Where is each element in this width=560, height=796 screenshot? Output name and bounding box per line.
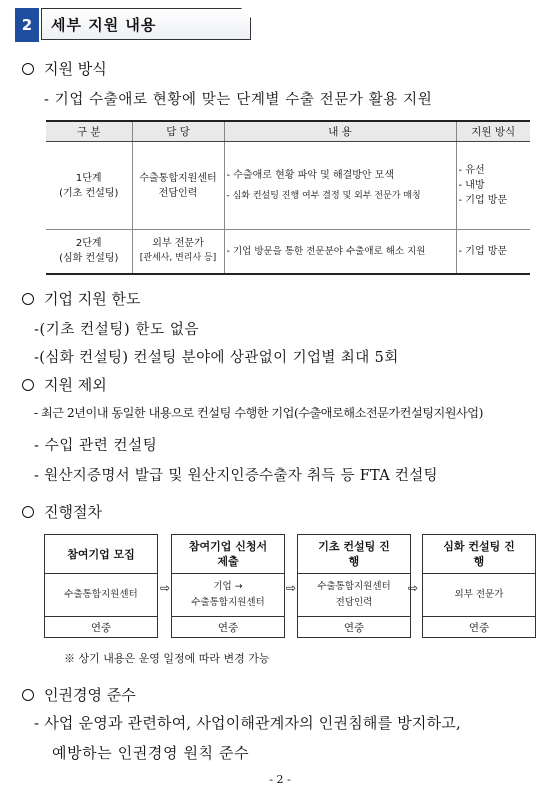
limit-heading: 기업 지원 한도	[22, 288, 140, 309]
human-rights-desc: 예방하는 인권경영 원칙 준수	[52, 744, 250, 762]
exclusion-item: - 원산지증명서 발급 및 원산지인증수출자 취득 등 FTA 컨설팅	[34, 468, 438, 484]
charge-cell	[132, 142, 224, 230]
stage-label: 2단계	[75, 238, 102, 250]
step-title: 참여기업 모집	[45, 535, 157, 574]
method-cell	[456, 230, 530, 274]
table-header-cell: 구 분	[46, 121, 132, 142]
section-number: 2	[15, 8, 39, 42]
step-period: 연중	[217, 621, 239, 634]
step-body: 수출통합지원센터	[45, 574, 157, 617]
content-cell	[224, 230, 456, 274]
charge-label: 외부 전문가	[152, 238, 204, 250]
stage-cell	[46, 142, 132, 230]
procedure-step	[422, 534, 536, 638]
stage-sublabel: (기초 컨설팅)	[59, 187, 119, 199]
table-header-row	[46, 121, 530, 142]
circle-bullet-icon	[22, 506, 34, 518]
content-line: - 심화 컨설팅 진행 여부 결정 및 외부 전문가 매칭	[226, 190, 421, 201]
exclusion-heading: 지원 제외	[22, 374, 107, 395]
method-line: - 유선	[458, 165, 485, 176]
charge-cell	[132, 230, 224, 274]
support-method-heading: 지원 방식	[22, 58, 107, 79]
procedure-step	[44, 534, 158, 638]
right-arrow-icon: ⇨	[408, 581, 419, 595]
section-header	[15, 8, 253, 42]
human-rights-desc: - 사업 운영과 관련하여, 사업이해관계자의 인권침해를 방지하고,	[34, 714, 461, 732]
step-period: 연중	[468, 621, 490, 634]
header-corner-fold	[241, 8, 253, 20]
section-title: 세부 지원 내용	[41, 8, 251, 40]
circle-bullet-icon	[22, 379, 34, 391]
support-method-table	[46, 120, 530, 275]
step-period: 연중	[343, 621, 365, 634]
limit-item: -(기초 컨설팅) 한도 없음	[34, 322, 200, 338]
exclusion-item: - 수입 관련 컨설팅	[34, 438, 158, 454]
content-line: - 기업 방문을 통한 전문분야 수출애로 해소 지원	[226, 245, 426, 257]
charge-label: 수출통합지원센터	[139, 172, 217, 184]
limit-item: -(심화 컨설팅) 컨설팅 분야에 상관없이 기업별 최대 5회	[34, 350, 399, 366]
step-body: 외부 전문가	[423, 574, 535, 617]
stage-label: 1단계	[75, 172, 102, 184]
method-line: - 기업 방문	[458, 245, 508, 257]
step-title: 심화 컨설팅 진행	[423, 535, 535, 574]
step-body: 기업 → 수출통합지원센터	[172, 574, 284, 617]
circle-bullet-icon	[22, 293, 34, 305]
charge-sublabel: 전담인력	[158, 187, 198, 199]
procedure-step	[171, 534, 285, 638]
procedure-heading: 진행절차	[22, 501, 102, 522]
step-body: 수출통합지원센터 전담인력	[298, 574, 410, 617]
stage-sublabel: (심화 컨설팅)	[59, 253, 119, 265]
page-number: - 2 -	[269, 773, 291, 786]
procedure-step	[297, 534, 411, 638]
right-arrow-icon: ⇨	[160, 581, 171, 595]
step-period: 연중	[90, 621, 112, 634]
right-arrow-icon: ⇨	[286, 581, 297, 595]
charge-sublabel: [관세사, 변리사 등]	[139, 253, 217, 264]
circle-bullet-icon	[22, 689, 34, 701]
circle-bullet-icon	[22, 63, 34, 75]
content-cell	[224, 142, 456, 230]
method-line: - 기업 방문	[458, 195, 508, 206]
procedure-note: ※ 상기 내용은 운영 일정에 따라 변경 가능	[64, 652, 270, 665]
step-title: 기초 컨설팅 진행	[298, 535, 410, 574]
table-header-cell: 지원 방식	[456, 121, 530, 142]
support-method-desc: - 기업 수출애로 현황에 맞는 단계별 수출 전문가 활용 지원	[44, 92, 433, 108]
table-row	[46, 142, 530, 230]
content-line: - 수출애로 현황 파악 및 해결방안 모색	[226, 169, 395, 181]
method-line: - 내방	[458, 180, 485, 191]
step-title: 참여기업 신청서 제출	[172, 535, 284, 574]
human-rights-heading: 인권경영 준수	[22, 684, 136, 705]
exclusion-item: - 최근 2년이내 동일한 내용으로 컨설팅 수행한 기업(수출애로해소전문가컨설팅지원사업)	[34, 406, 483, 420]
table-header-cell: 내 용	[224, 121, 456, 142]
method-cell	[456, 142, 530, 230]
table-header-cell: 담 당	[132, 121, 224, 142]
table-row	[46, 230, 530, 274]
stage-cell	[46, 230, 132, 274]
